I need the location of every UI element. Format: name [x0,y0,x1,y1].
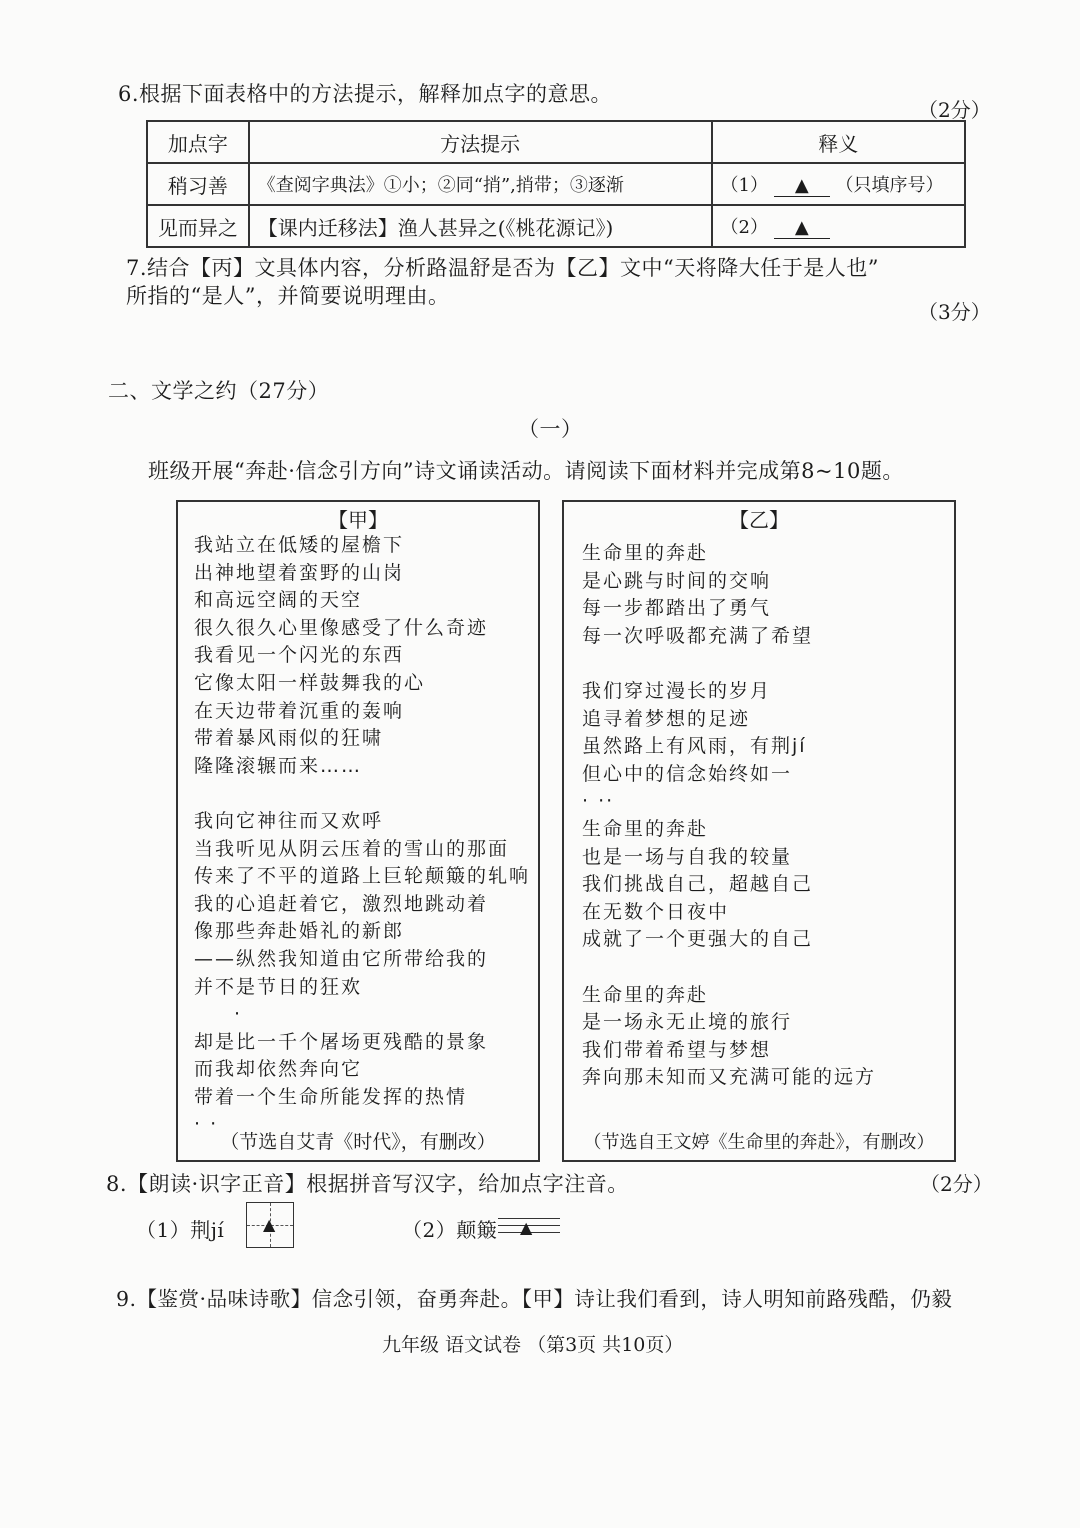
poem-line: 虽然路上有风雨，有荆jí [582,735,807,758]
q7-stem-line1: 7.结合【丙】文具体内容，分析路温舒是否为【乙】文中“天将降大任于是人也” [126,256,880,280]
poem-line: 生命里的奔赴 [582,817,709,840]
poem-line: 但心中的信念始终如一 [582,762,793,785]
poem-line: 并不是节日的狂欢 [194,975,363,998]
q8-stem: 8.【朗读·识字正音】根据拼音写汉字，给加点字注音。 [106,1172,629,1196]
poem-line: 生命里的奔赴 [582,542,709,564]
poem-yi-source: （节选自王文婷《生命里的奔赴》，有删改） [583,1132,935,1153]
poem-line: 也是一场与自我的较量 [582,845,793,868]
table-cell-phrase [147,205,249,247]
poem-line: 我的心追赶着它，激烈地跳动着 [194,892,489,915]
table-cell-answer [712,205,965,247]
table-header: 释义 [712,121,965,163]
poem-line: 我们穿过漫长的岁月 [582,679,772,702]
poem-line: 在天边带着沉重的轰响 [194,699,405,722]
poem-yi-heading: 【乙】 [729,508,789,532]
triangle-mark-icon: ▲ [263,1215,276,1234]
q6-score: （2分） [918,98,991,122]
part-title: （一） [518,417,583,441]
poem-line: 带着暴风雨似的狂啸 [194,727,384,750]
phrase-text: 见而异之 [157,215,238,240]
poem-line: 我们带着希望与梦想 [582,1038,772,1061]
answer-blank[interactable] [774,217,830,239]
poem-line: 是一场永无止境的旅行 [582,1011,793,1034]
poem-line: ——纵然我知道由它所带给我的 [194,947,489,970]
poem-line: 它像太阳一样鼓舞我的心 [194,671,426,694]
table-header: 方法提示 [249,121,712,163]
poem-line: · [234,1003,243,1026]
q8-item2: （2）颠簸 [402,1218,498,1242]
section-title: 二、文学之约（27分） [108,379,330,403]
q8-score: （2分） [920,1172,993,1196]
poem-jia-lines [194,532,530,1139]
poem-line: 当我听见从阴云压着的雪山的那面 [194,837,510,860]
poem-jia-box [176,500,540,1162]
pinyin-answer-lines[interactable] [498,1218,560,1239]
poem-line: 我们挑战自己，超越自己 [582,873,814,896]
poem-line: 我站立在低矮的屋檐下 [194,534,405,556]
q7-stem-line2: 所指的“是人”，并简要说明理由。 [126,284,450,308]
q6-stem: 6.根据下面表格中的方法提示，解释加点字的意思。 [118,82,613,106]
poem-line [194,780,530,808]
poem-yi-lines [582,540,876,1092]
part-intro: 班级开展“奔赴·信念引方向”诗文诵读活动。请阅读下面材料并完成第8~10题。 [148,459,904,483]
poem-line: 传来了不平的道路上巨轮颠簸的轧响 [194,865,531,888]
poem-line: 每一步都踏出了勇气 [582,597,772,620]
poem-jia-source: （节选自艾青《时代》，有删改） [220,1131,496,1153]
triangle-mark-icon: ▲ [794,217,809,238]
table-row [147,163,965,205]
table-header-row [147,121,965,163]
poem-line: 隆隆滚辗而来…… [194,754,363,777]
poem-line: 每一次呼吸都充满了希望 [582,624,814,647]
answer-grid-box[interactable] [246,1202,294,1248]
table-cell-hint: 《查阅字典法》①小；②同“捎”,捎带；③逐渐 [249,163,712,205]
triangle-mark-icon: ▲ [520,1218,533,1237]
table-cell-phrase [147,163,249,205]
answer-prefix: （1） [720,175,768,196]
poem-line: 和高远空阔的天空 [194,589,363,612]
q8-item1: （1）荆jí [136,1218,225,1242]
q7-score: （3分） [918,300,991,324]
table-cell-answer [712,163,965,205]
table-row [147,205,965,247]
poem-line: 我向它神往而又欢呼 [194,809,384,832]
poem-line: 我看见一个闪光的东西 [194,644,405,667]
poem-line: · ·· [582,790,615,813]
answer-blank[interactable] [774,175,830,197]
poem-line: 成就了一个更强大的自己 [582,928,814,951]
poem-line: 追寻着梦想的足迹 [582,707,751,730]
poem-line: 却是比一千个屠场更残酷的景象 [194,1030,489,1053]
poem-line: 带着一个生命所能发挥的热情 [194,1085,468,1108]
poem-line: 在无数个日夜中 [582,900,730,923]
poem-line: 是心跳与时间的交响 [582,569,772,592]
q9-stem: 9.【鉴赏·品味诗歌】信念引领，奋勇奔赴。【甲】诗让我们看到，诗人明知前路残酷，仍毅 [116,1287,953,1311]
poem-line: 生命里的奔赴 [582,983,709,1006]
answer-note: （只填序号） [835,175,944,196]
table-header: 加点字 [147,121,249,163]
table-cell-hint: 【课内迁移法】渔人甚异之(《桃花源记》) [249,205,712,247]
poem-line: 出神地望着蛮野的山岗 [194,561,405,584]
poem-line: · · [194,1113,219,1136]
poem-line: 而我却依然奔向它 [194,1058,363,1081]
poem-line: 奔向那未知而又充满可能的远方 [582,1066,877,1089]
triangle-mark-icon: ▲ [794,175,809,196]
poem-line: 很久很久心里像感受了什么奇迹 [194,616,489,639]
page-footer: 九年级 语文试卷 （第3页 共10页） [382,1334,684,1356]
poem-line: 像那些奔赴婚礼的新郎 [194,920,405,943]
answer-prefix: （2） [720,217,768,238]
poem-jia-heading: 【甲】 [328,508,388,532]
poem-line [582,650,876,678]
phrase-text: 稍习善 [167,173,228,198]
method-table [146,120,966,248]
poem-line [582,954,876,982]
poem-yi-box [562,500,956,1162]
